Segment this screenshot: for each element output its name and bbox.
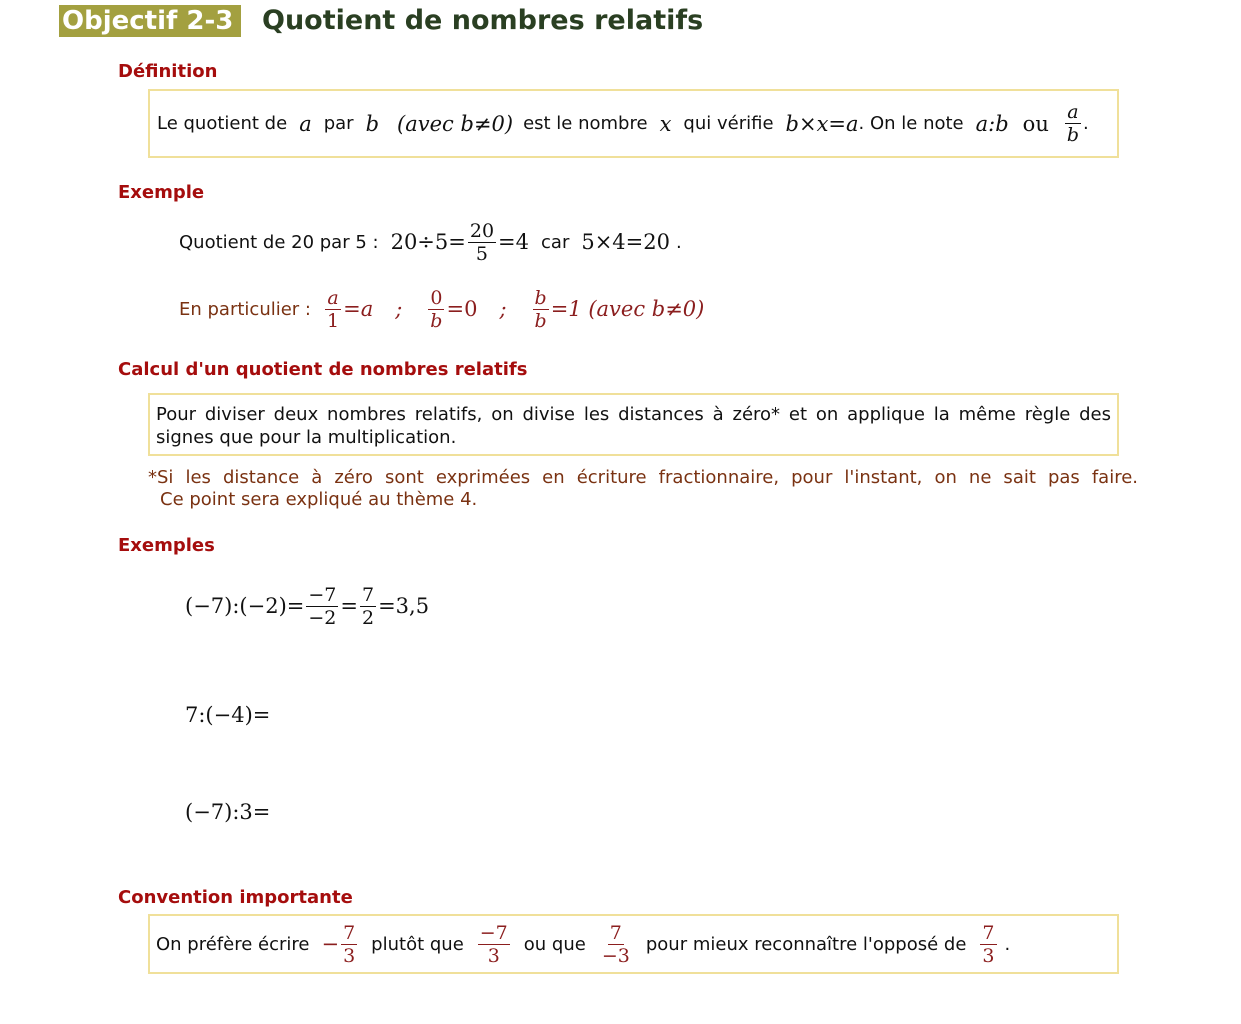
objective-badge: Objectif 2-3 xyxy=(59,5,241,37)
convention-box xyxy=(148,914,1119,974)
example-check: 5×4=20 xyxy=(581,230,670,254)
definition-text xyxy=(157,91,1089,156)
footnote-line-1: *Si les distance à zéro sont exprimées en écriture fractionnaire, pour l'instant, on ne sait pas faire. xyxy=(148,467,1138,488)
particular-sep-1: ; xyxy=(395,297,403,321)
def-text-5: . On le note xyxy=(858,113,964,134)
example-3: (−7):3= xyxy=(185,800,271,824)
def-text-2: par xyxy=(323,113,354,134)
conv-frac-1: $\frac{7}{3}$ xyxy=(343,921,356,967)
example-dot: . xyxy=(675,231,682,253)
rule-line-1: Pour diviser deux nombres relatifs, on divise les distances à zéro* et on applique la même règle des xyxy=(156,404,1111,425)
particular-frac-2: $\frac{0}{b}$ xyxy=(430,286,443,332)
def-text-3: est le nombre xyxy=(523,113,648,134)
examples-heading: Exemples xyxy=(118,535,215,556)
example-label: Quotient de 20 par 5 : xyxy=(179,231,379,253)
def-var-b: b xyxy=(365,111,380,136)
def-end: . xyxy=(1083,113,1089,134)
def-text-1: Le quotient de xyxy=(157,113,288,134)
example-2: 7:(−4)= xyxy=(185,703,271,727)
example-1-lhs: (−7):(−2)= xyxy=(185,594,305,618)
example-car: car xyxy=(541,231,570,253)
example-1-frac-1: $\frac{-7}{-2}$ xyxy=(308,583,337,629)
particular-sep-2: ; xyxy=(499,297,507,321)
footnote-line-2: Ce point sera expliqué au thème 4. xyxy=(160,489,478,510)
example-1-frac-2: $\frac{7}{2}$ xyxy=(361,583,375,629)
particular-result-2: =0 xyxy=(446,297,478,321)
def-fraction: $\frac{a}{b}$ xyxy=(1066,101,1080,146)
example-fraction: $\frac{20}{5}$ xyxy=(469,219,495,265)
def-text-4: qui vérifie xyxy=(683,113,774,134)
conv-text-3: ou que xyxy=(523,933,586,955)
rule-text xyxy=(156,403,1111,449)
def-condition: (avec b≠0) xyxy=(397,111,514,136)
particular-result-1: =a xyxy=(343,297,374,321)
rule-box xyxy=(148,393,1119,456)
page-title: Quotient de nombres relatifs xyxy=(262,5,704,36)
conv-text-1: On préfère écrire xyxy=(156,933,310,955)
example-1-result: =3,5 xyxy=(378,594,430,618)
conv-frac-4: $\frac{7}{3}$ xyxy=(982,921,995,967)
definition-heading: Définition xyxy=(118,61,218,82)
def-text-6: ou xyxy=(1022,111,1049,136)
def-var-x: x xyxy=(659,111,672,136)
particular-frac-3: $\frac{b}{b}$ xyxy=(534,286,547,332)
example-expression: 20÷5= xyxy=(390,230,466,254)
def-colon-notation: a:b xyxy=(975,111,1009,136)
example-line xyxy=(179,216,682,268)
example-1 xyxy=(185,580,429,632)
particular-label: En particulier : xyxy=(179,298,311,320)
particular-line xyxy=(179,284,704,334)
conv-end: . xyxy=(1004,933,1011,955)
calcul-heading: Calcul d'un quotient de nombres relatifs xyxy=(118,359,528,380)
rule-line-2: signes que pour la multiplication. xyxy=(156,427,457,448)
def-equation: b×x=a xyxy=(785,111,859,136)
convention-heading: Convention importante xyxy=(118,887,353,908)
def-var-a: a xyxy=(299,111,312,136)
conv-frac-2: $\frac{-7}{3}$ xyxy=(479,921,508,967)
conv-text-2: plutôt que xyxy=(371,933,464,955)
example-heading: Exemple xyxy=(118,182,205,203)
footnote xyxy=(148,467,1138,511)
conv-minus-sign: − xyxy=(321,932,340,956)
conv-frac-3: $\frac{7}{-3}$ xyxy=(601,921,630,967)
particular-result-3: =1 (avec b≠0) xyxy=(550,297,705,321)
conv-text-4: pour mieux reconnaître l'opposé de xyxy=(645,933,967,955)
example-result: =4 xyxy=(498,230,530,254)
particular-frac-1: $\frac{a}{1}$ xyxy=(327,286,340,332)
convention-text xyxy=(156,916,1010,972)
definition-box xyxy=(148,89,1119,158)
example-1-equals: = xyxy=(340,594,358,618)
